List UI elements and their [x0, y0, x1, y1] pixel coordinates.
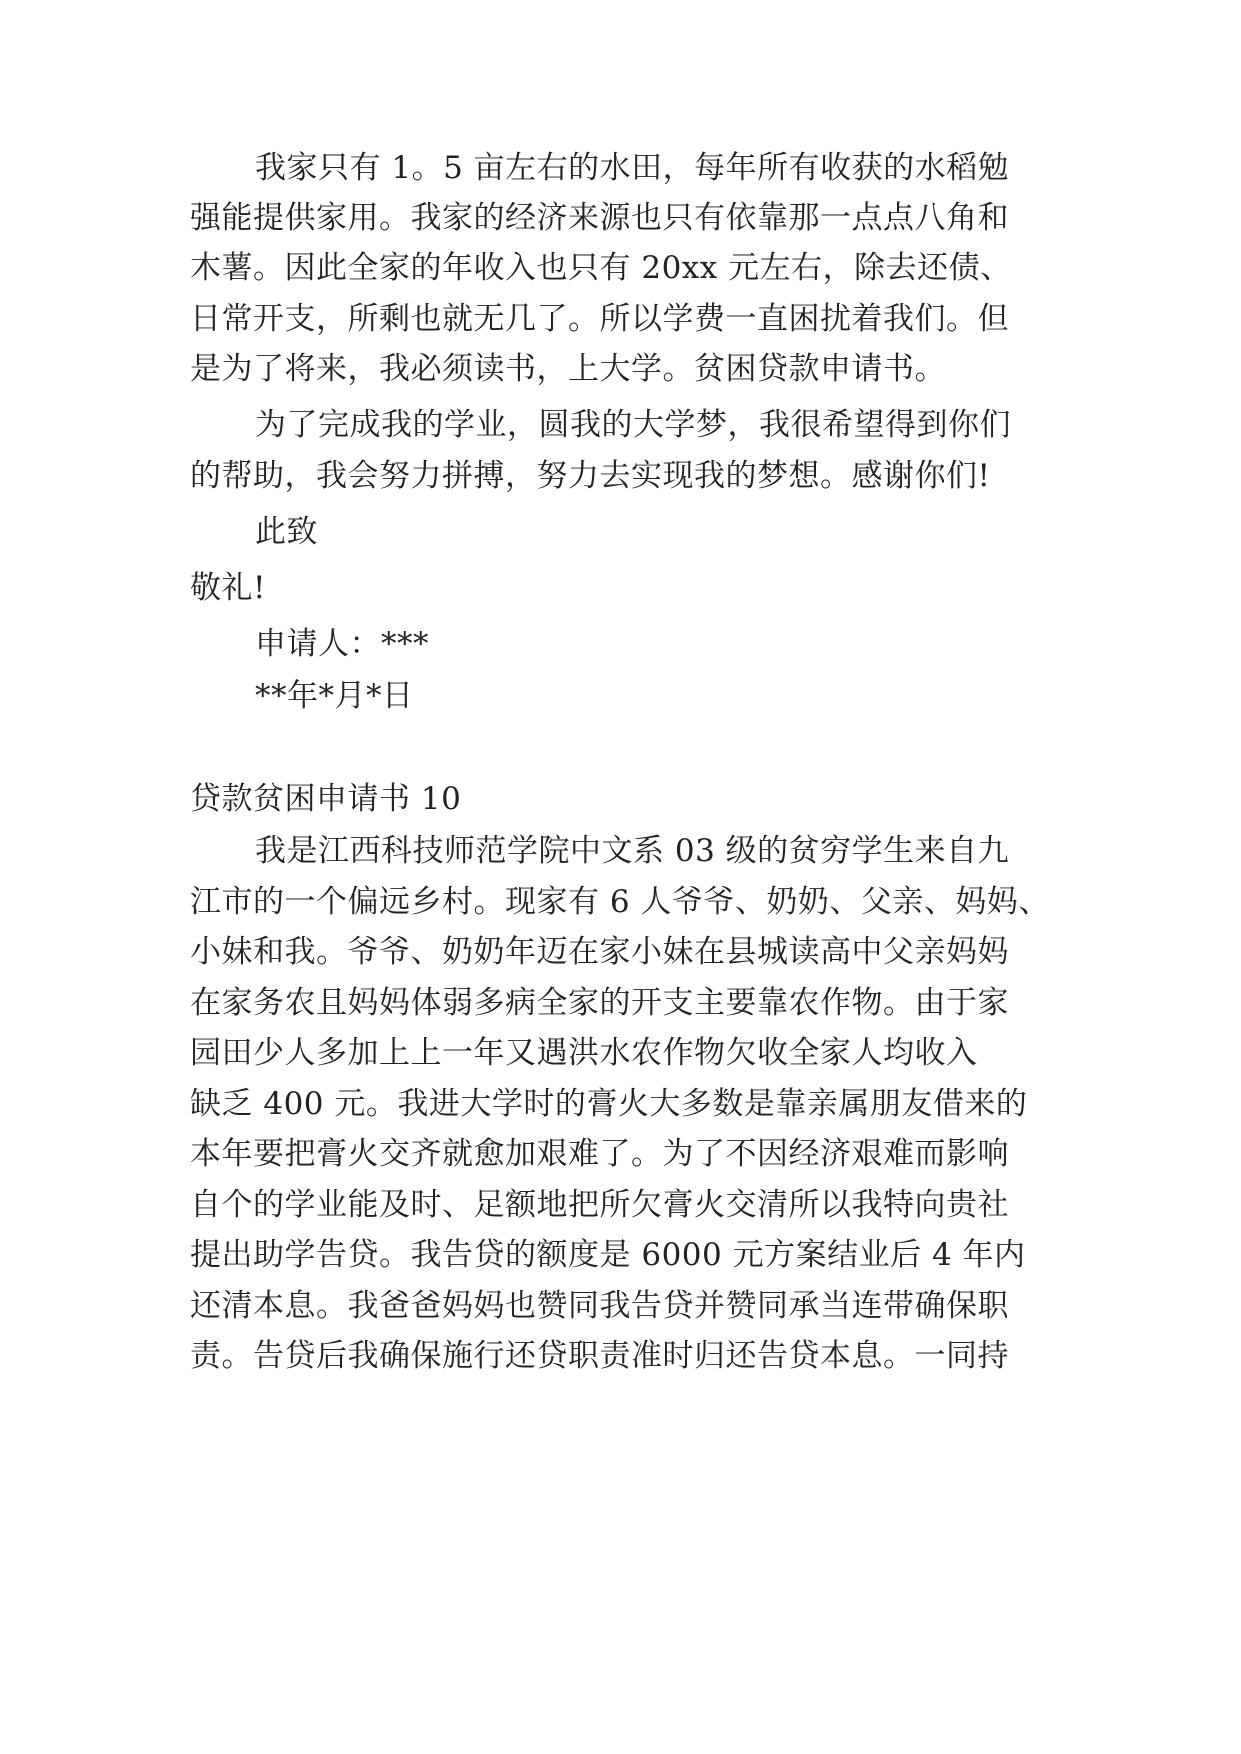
paragraph-line: 缺乏 400 元。我进大学时的膏火大多数是靠亲属朋友借来的	[190, 1086, 1028, 1122]
applicant-signature: 申请人：***	[255, 626, 429, 662]
paragraph-line: 日常开支，所剩也就无几了。所以学费一直困扰着我们。但	[190, 301, 1009, 337]
paragraph-line: 责。告贷后我确保施行还贷职责准时归还告贷本息。一同持	[190, 1338, 1009, 1374]
paragraph-line: 我家只有 1。5 亩左右的水田，每年所有收获的水稻勉	[255, 150, 1010, 186]
paragraph-line: 是为了将来，我必须读书，上大学。贫困贷款申请书。	[190, 351, 946, 387]
closing-text: 此致	[255, 514, 318, 550]
paragraph-line: 本年要把膏火交齐就愈加艰难了。为了不因经济艰难而影响	[190, 1136, 1009, 1172]
paragraph-line: 自个的学业能及时、足额地把所欠膏火交清所以我特向贵社	[190, 1187, 1009, 1223]
date-text: **年*月*日	[255, 678, 414, 714]
paragraph-line: 江市的一个偏远乡村。现家有 6 人爷爷、奶奶、父亲、妈妈、	[190, 884, 1050, 920]
paragraph-line: 还清本息。我爸爸妈妈也赞同我告贷并赞同承当连带确保职	[190, 1288, 1009, 1324]
paragraph-line: 小妹和我。爷爷、奶奶年迈在家小妹在县城读高中父亲妈妈	[190, 934, 1009, 970]
paragraph-line: 在家务农且妈妈体弱多病全家的开支主要靠农作物。由于家	[190, 985, 1009, 1021]
section-title: 贷款贫困申请书 10	[190, 781, 462, 817]
salutation-text: 敬礼!	[190, 570, 266, 606]
paragraph-line: 为了完成我的学业，圆我的大学梦，我很希望得到你们	[255, 407, 1011, 443]
paragraph-line: 强能提供家用。我家的经济来源也只有依靠那一点点八角和	[190, 200, 1009, 236]
paragraph-line: 的帮助，我会努力拼搏，努力去实现我的梦想。感谢你们!	[190, 458, 991, 494]
paragraph-line: 木薯。因此全家的年收入也只有 20xx 元左右，除去还债、	[190, 250, 1012, 286]
paragraph-line: 我是江西科技师范学院中文系 03 级的贫穷学生来自九	[255, 833, 1010, 869]
paragraph-line: 园田少人多加上上一年又遇洪水农作物欠收全家人均收入	[190, 1035, 978, 1071]
paragraph-line: 提出助学告贷。我告贷的额度是 6000 元方案结业后 4 年内	[190, 1237, 1026, 1273]
